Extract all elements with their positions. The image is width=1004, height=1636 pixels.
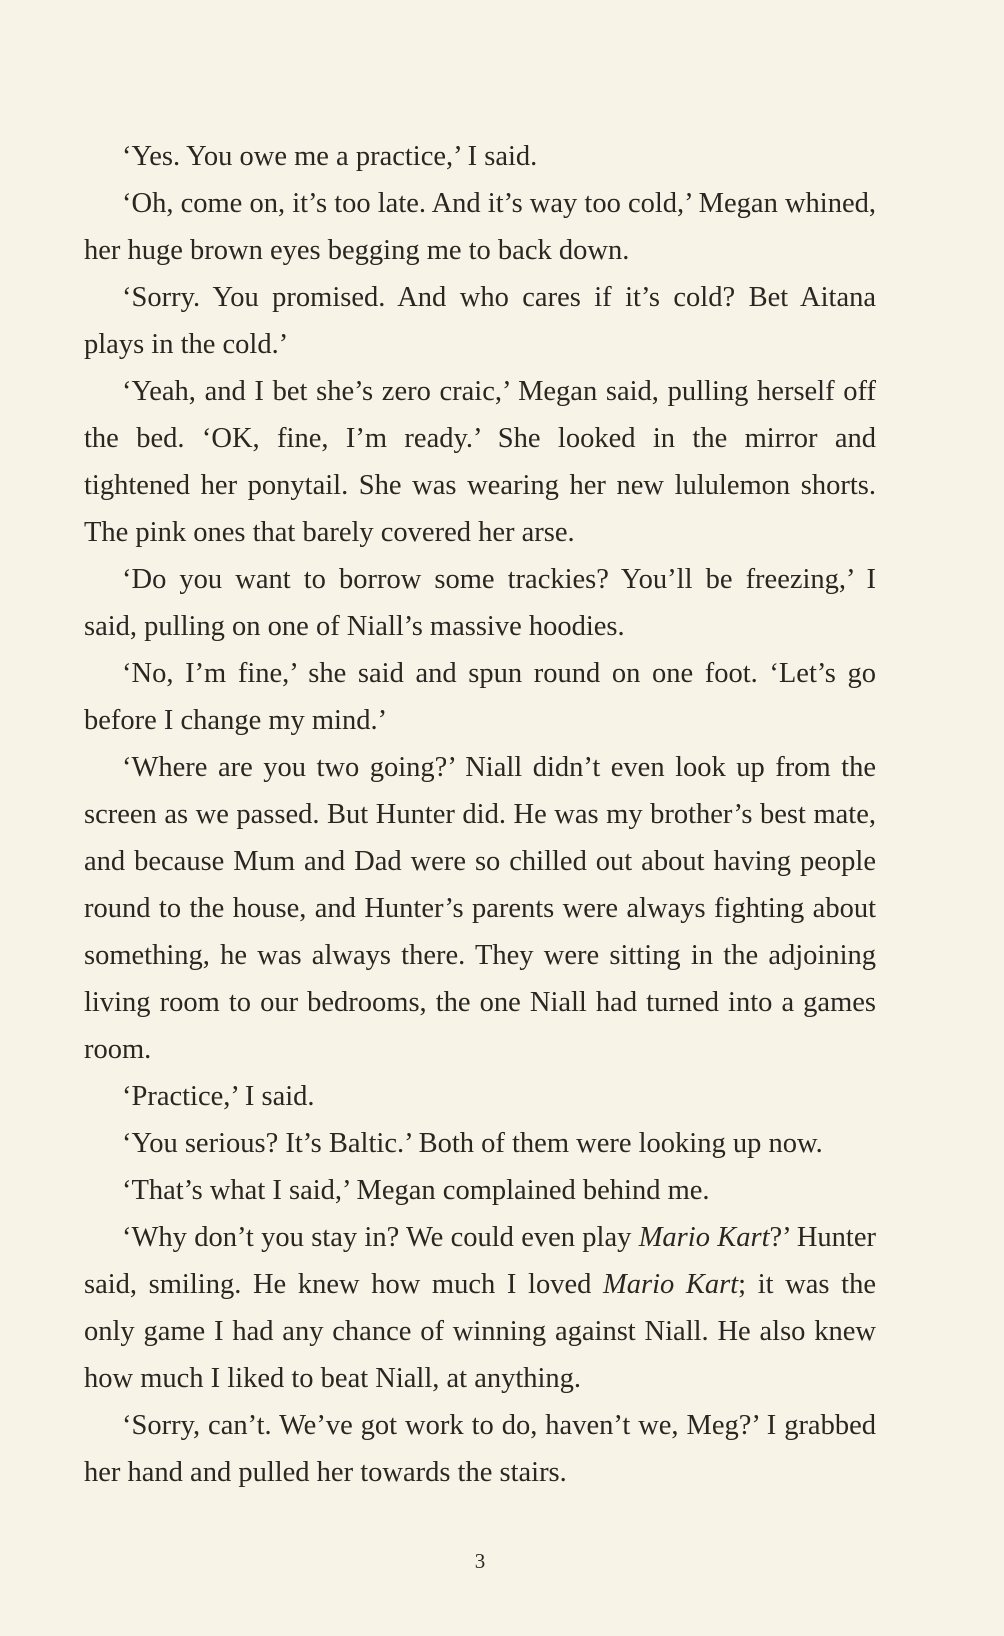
- paragraph-2: ‘Oh, come on, it’s too late. And it’s way too cold,’ Megan whined, her huge brown eyes begging me to back down.: [84, 188, 876, 266]
- paragraph-12: ‘Sorry, can’t. We’ve got work to do, haven’t we, Meg?’ I grabbed her hand and pulled her towards the stairs.: [84, 1410, 876, 1488]
- paragraph-5: ‘Do you want to borrow some trackies? You’ll be freezing,’ I said, pulling on one of Niall’s massive hoodies.: [84, 564, 876, 642]
- body-text: [84, 133, 876, 1496]
- paragraph-3: ‘Sorry. You promised. And who cares if it’s cold? Bet Aitana plays in the cold.’: [84, 282, 876, 360]
- paragraph-9: ‘You serious? It’s Baltic.’ Both of them were looking up now.: [122, 1128, 823, 1159]
- paragraph-7: ‘Where are you two going?’ Niall didn’t even look up from the screen as we passed. But Hunter did. He was my brother’s best mate, and because Mum and Dad were so chilled out about having people round to the house, and Hunter’s parents were always fighting about something, he was always there. They were sitting in the adjoining living room to our bedrooms, the one Niall had turned into a games room.: [84, 752, 876, 1065]
- paragraph-1: ‘Yes. You owe me a practice,’ I said.: [122, 141, 538, 172]
- paragraph-4: ‘Yeah, and I bet she’s zero craic,’ Megan said, pulling herself off the bed. ‘OK, fine, I’m ready.’ She looked in the mirror and tightened her ponytail. She was wearing her new lululemon shorts. The pink ones that barely covered her arse.: [84, 376, 876, 548]
- paragraph-6: ‘No, I’m fine,’ she said and spun round on one foot. ‘Let’s go before I change my mind.’: [84, 658, 876, 736]
- page-number: 3: [474, 1549, 486, 1573]
- game-title: Mario Kart: [638, 1222, 770, 1253]
- paragraph-10: ‘That’s what I said,’ Megan complained behind me.: [122, 1175, 710, 1206]
- game-title: Mario Kart: [602, 1269, 739, 1300]
- paragraph-8: ‘Practice,’ I said.: [122, 1081, 315, 1112]
- paragraph-11: ‘Why don’t you stay in? We could even play Mario Kart?’ Hunter said, smiling. He knew how much I loved Mario Kart; it was the only game I had any chance of winning against Niall. He also knew how much I liked to beat Niall, at anything.: [84, 1222, 876, 1394]
